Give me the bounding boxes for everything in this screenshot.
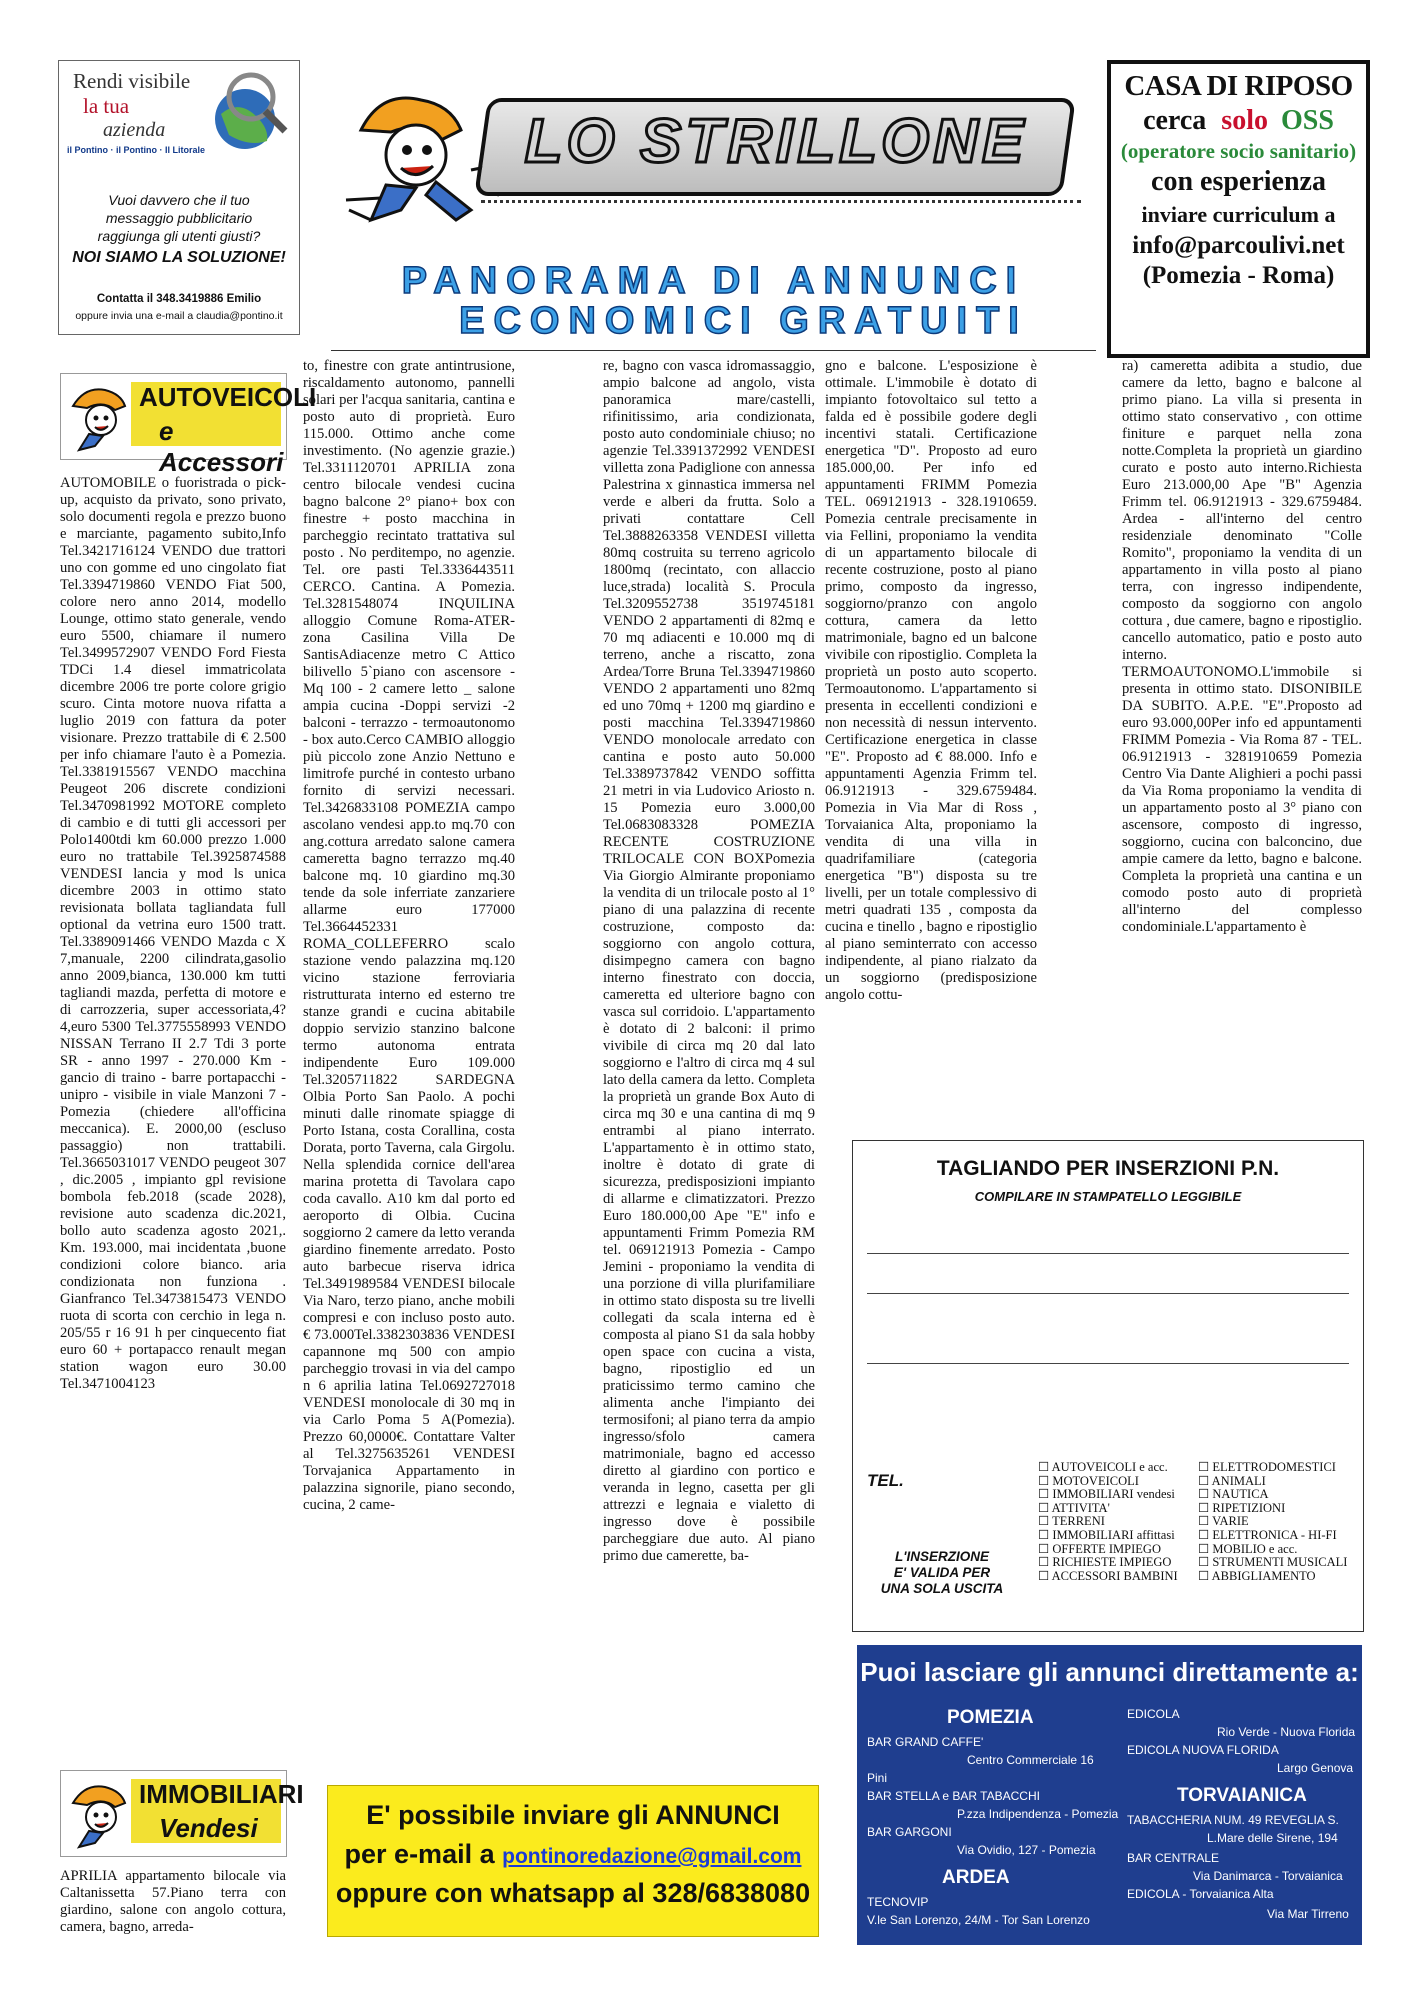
coupon-note-line-1: L'INSERZIONE xyxy=(895,1549,989,1564)
ad-casa-solo: solo xyxy=(1221,105,1268,136)
drop-off-locations xyxy=(857,1645,1362,1945)
ad-casa-oss-desc: (operatore socio sanitario) xyxy=(1120,139,1357,163)
section-immobiliari-title: IMMOBILIARI xyxy=(139,1779,304,1809)
column-5 xyxy=(1122,358,1362,1120)
coupon-categories-left xyxy=(1038,1461,1178,1583)
torvaianica-loc-2: BAR CENTRALE xyxy=(1127,1851,1220,1865)
column-1-immobiliari xyxy=(60,1868,286,1938)
ads-immobiliari-start: APRILIA appartamento bilocale via Caltanissetta 57.Piano terra con giardino, salone con angolo cottura, camera, bagno, arreda- xyxy=(60,1868,286,1935)
coupon-category[interactable]: ☐ ANIMALI xyxy=(1198,1473,1266,1488)
coupon-note-line-3: UNA SOLA USCITA xyxy=(880,1581,1004,1596)
yellow-ad-email-intro: per e-mail a xyxy=(344,1839,495,1869)
pomezia-loc-3-addr: P.zza Indipendenza - Pomezia xyxy=(957,1807,1119,1821)
section-autoveicoli-subtitle: e Accessori xyxy=(159,416,284,477)
pomezia-heading: POMEZIA xyxy=(947,1707,1034,1728)
coupon-category[interactable]: ☐ VARIE xyxy=(1198,1514,1249,1529)
coupon-category[interactable]: ☐ TERRENI xyxy=(1038,1514,1105,1529)
ads-column-4: gno e balcone. L'esposizione è ottimale. L'immobile è dotato di impianto fotovoltaico sul tetto a falda ed è possibile godere degli incentivi statali. Certificazione energetica "D". Proposto ad euro 185.000,00. Per info ed appuntamenti FRIMM Pomezia TEL. 069121913 - 328.1910659. Pomezia centrale precisamente in via Fellini, proponiamo la vendita di un appartamento bilocale di recente costruzione, posto al piano primo, composto da ingresso, soggiorno/pranzo con angolo cottura, camera da letto matrimoniale, bagno ed un balcone vivibile con ripostiglio. Completa la proprietà un posto auto scoperto. Termoautonomo. L'appartamento si presenta in eccellenti condizioni e non necessità di nessun intervento. Certificazione energetica in classe "E". Proposto ad € 88.000. Info e appuntamenti Agenzia Frimm tel. 06.9121913 - 329.6759484. Pomezia in Via Mar di Ross , Torvaianica Alta, proponiamo la vendita di una villa in quadrifamiliare (categoria energetica "B") disposta su tre livelli, per un totale complessivo di metri quadrati 135 , composta da cucina e tinello , bagno e ripostiglio al piano seminterrato con accesso indipendente, al piano rialzato da un soggiorno (predisposizione angolo cottu- xyxy=(825,358,1037,1003)
edicola-1: EDICOLA xyxy=(1127,1707,1180,1721)
torvaianica-loc-1: TABACCHERIA NUM. 49 REVEGLIA S. xyxy=(1127,1813,1339,1827)
coupon-category[interactable]: ☐ IMMOBILIARI affittasi xyxy=(1038,1527,1175,1542)
masthead-subtitle-2: ECONOMICI GRATUITI xyxy=(459,300,1028,342)
coupon-category[interactable]: ☐ MOTOVEICOLI xyxy=(1038,1473,1139,1488)
ad-casa-oss: OSS xyxy=(1280,105,1334,136)
coupon-category[interactable]: ☐ RIPETIZIONI xyxy=(1198,1500,1286,1515)
column-2 xyxy=(303,358,515,1790)
coupon-note xyxy=(867,1549,1017,1597)
coupon-line[interactable] xyxy=(867,1363,1349,1364)
ardea-loc-1: TECNOVIP xyxy=(867,1895,929,1909)
masthead-scribbles xyxy=(481,200,1081,219)
drop-off-title: Puoi lasciare gli annunci direttamente a: xyxy=(860,1657,1359,1687)
torvaianica-loc-3: EDICOLA - Torvaianica Alta xyxy=(1127,1887,1274,1901)
ardea-loc-1-addr: V.le San Lorenzo, 24/M - Tor San Lorenzo xyxy=(867,1913,1090,1927)
coupon-note-line-2: E' VALIDA PER xyxy=(893,1565,991,1580)
edicola-2-addr: Largo Genova xyxy=(1277,1761,1354,1775)
ad-line-2: la tua xyxy=(83,94,130,118)
coupon-category[interactable]: ☐ OFFERTE IMPIEGO xyxy=(1038,1541,1161,1556)
header-rule xyxy=(331,350,1096,351)
masthead-logo: LO STRILLONE xyxy=(524,107,1028,176)
coupon-category[interactable]: ☐ ABBIGLIAMENTO xyxy=(1198,1568,1316,1583)
column-3 xyxy=(603,358,815,1926)
ardea-heading: ARDEA xyxy=(942,1867,1010,1888)
pomezia-loc-2: Pini xyxy=(867,1771,888,1785)
section-autoveicoli-title: AUTOVEICOLI xyxy=(139,382,317,412)
pomezia-loc-1: BAR GRAND CAFFE' xyxy=(867,1735,984,1749)
ad-contact-email: oppure invia una e-mail a claudia@pontino.it xyxy=(75,310,283,322)
ad-casa-di-riposo xyxy=(1107,60,1370,358)
coupon-tel-label: TEL. xyxy=(867,1471,904,1490)
ad-answer: NOI SIAMO LA SOLUZIONE! xyxy=(72,249,286,266)
pomezia-loc-1-addr: Centro Commerciale 16 xyxy=(967,1753,1094,1767)
ad-question: Vuoi davvero che il tuo messaggio pubblicitario raggiunga gli utenti giusti? xyxy=(97,192,261,244)
masthead-subtitle-1: PANORAMA DI ANNUNCI xyxy=(401,260,1026,302)
ad-line-1: Rendi visibile xyxy=(73,69,191,93)
coupon-category[interactable]: ☐ ACCESSORI BAMBINI xyxy=(1038,1568,1178,1583)
torvaianica-loc-2-addr: Via Danimarca - Torvaianica xyxy=(1193,1869,1343,1883)
column-1-autoveicoli xyxy=(60,475,286,1765)
ads-column-3: re, bagno con vasca idromassaggio, ampio balcone ad angolo, vista panoramica mare/castelli, rifinitissimo, aria condizionata, posto auto condominiale chiuso; no agenzie Tel.3391372992 VENDESI villetta zona Padiglione con annessa Palestrina x ginnastica immersa nel verde e alberi da frutta. Solo a privati contattare Cell Tel.3888263358 VENDESI villetta 80mq costruita su terreno agricolo 1800mq (recintato, con allaccio luce,strada) località S. Procula Tel.3209552738 3519745181 VENDO 2 appartamenti di 82mq e 70 mq adiacenti e 10.000 mq di terreno, anche a riscatto, zona Ardea/Torre Bruna Tel.3394719860 VENDO 2 appartamenti uno 82mq ed uno 70mq + 1200 mq giardino e posti macchina Tel.3394719860 VENDO monolocale arredato con cantina e posto auto 50.000 Tel.3389737842 VENDO soffitta 21 metri in via Ludovico Ariosto n. 15 Pomezia euro 3.000,00 Tel.0683083328 POMEZIA RECENTE COSTRUZIONE TRILOCALE CON BOXPomezia Via Giorgio Almirante proponiamo la vendita di un trilocale posto al 1° piano di una palazzina di recente costruzione, composto da: soggiorno con angolo cottura, disimpegno camera con bagno interno finestrato con doccia, cameretta ed ulteriore bagno con vasca sul corridoio. L'appartamento è dotato di 2 balconi: il primo vivibile di circa mq 20 dal lato soggiorno e l'altro di circa mq 4 sul lato della camera da letto. Completa la proprietà un grande Box Auto di circa mq 30 e una cantina di mq 9 entrambi al piano interrato. L'appartamento è in ottimo stato, inoltre è dotato di grate di sicurezza, predisposizioni impianto di allarme e climatizzatori. Prezzo Euro 180.000,00 Ape "E" info e appuntamenti Frimm Pomezia RM tel. 069121913 Pomezia - Campo Jemini - proponiamo la vendita di una porzione di villa plurifamiliare in ottimo stato disposta su tre livelli collegati da scala interna ed è composta al piano S1 da sala hobby open space con cucina a vista, bagno, ripostiglio ed un praticissimo termo camino che alimenta anche l'impianto dei termosifoni; al piano terra da ampio ingresso/sfolo camera matrimoniale, bagno ed accesso diretto al giardino con portico e veranda in legno, casetta per gli attrezzi e legnaia e vialetto di ingresso dove è possibile parcheggiare due auto. Al piano primo due camerette, ba- xyxy=(603,358,815,1564)
pomezia-loc-4-addr: Via Ovidio, 127 - Pomezia xyxy=(957,1843,1096,1857)
coupon-category[interactable]: ☐ AUTOVEICOLI e acc. xyxy=(1038,1460,1168,1474)
ad-visibility xyxy=(58,60,300,335)
section-mascot-icon xyxy=(65,1777,137,1849)
ad-casa-email: info@parcoulivi.net xyxy=(1132,232,1345,259)
column-4 xyxy=(825,358,1037,1120)
coupon-subtitle: COMPILARE IN STAMPATELLO LEGGIBILE xyxy=(974,1189,1242,1204)
coupon-category[interactable]: ☐ ATTIVITA' xyxy=(1038,1500,1110,1515)
ad-casa-cerca-word: cerca xyxy=(1143,105,1207,136)
coupon-category[interactable]: ☐ IMMOBILIARI vendesi xyxy=(1038,1487,1175,1502)
torvaianica-loc-3-addr: Via Mar Tirreno xyxy=(1267,1907,1349,1921)
edicola-2: EDICOLA NUOVA FLORIDA xyxy=(1127,1743,1279,1757)
ad-contact-phone: Contatta il 348.3419886 Emilio xyxy=(96,293,262,305)
ad-casa-title: CASA DI RIPOSO xyxy=(1124,70,1353,102)
coupon-category[interactable]: ☐ MOBILIO e acc. xyxy=(1198,1541,1298,1556)
coupon-category[interactable]: ☐ ELETTRODOMESTICI xyxy=(1198,1460,1336,1474)
yellow-ad-line-1: E' possibile inviare gli ANNUNCI xyxy=(366,1800,780,1830)
coupon-category[interactable]: ☐ ELETTRONICA - HI-FI xyxy=(1198,1527,1337,1542)
yellow-ad-email-link[interactable]: pontinoredazione@gmail.com xyxy=(502,1845,802,1868)
ad-casa-location: (Pomezia - Roma) xyxy=(1142,262,1335,289)
section-immobiliari xyxy=(60,1770,304,1857)
insertion-coupon xyxy=(852,1140,1364,1632)
edicola-1-addr: Rio Verde - Nuova Florida xyxy=(1217,1725,1356,1739)
yellow-ad-line-2 xyxy=(328,1839,818,1870)
yellow-ad-line-3: oppure con whatsapp al 328/6838080 xyxy=(335,1878,811,1908)
pomezia-loc-3: BAR STELLA e BAR TABACCHI xyxy=(867,1789,1040,1803)
coupon-title: TAGLIANDO PER INSERZIONI P.N. xyxy=(936,1157,1280,1180)
ad-logos: il Pontino · il Pontino · Il Litorale xyxy=(67,145,205,155)
pomezia-loc-4: BAR GARGONI xyxy=(867,1825,952,1839)
ad-line-3: azienda xyxy=(103,119,166,141)
section-autoveicoli xyxy=(60,373,317,477)
torvaianica-heading: TORVAIANICA xyxy=(1177,1785,1307,1806)
ads-autoveicoli: AUTOMOBILE o fuoristrada o pick-up, acquisto da privato, sono privato, solo documenti regola e prezzo buono e marciante, pagamento subito,Info Tel.3421716124 VENDO due trattori uno con gomme ed uno cingolato fiat Tel.3394719860 VENDO Fiat 500, colore nero anno 2014, modello Lounge, ottimo stato generale, vendo euro 5500, chiamare il numero Tel.3499572907 VENDO Ford Fiesta TDCi 1.4 diesel immatricolata dicembre 2006 tre porte colore grigio scuro. Cinta motore nuova rifatta a luglio 2019 con fattura da poter visionare. Prezzo trattabile di € 2.500 per info chiamare l'auto è a Pomezia. Tel.3381915567 VENDO macchina Peugeot 206 discrete condizioni Tel.3470981992 MOTORE completo di cambio e di tutti gli accessori per Polo1400tdi km 60.000 prezzo 1.000 euro no trattabile Tel.3925874588 VENDESI lancia y mod ls unica dicembre 2003 in ottimo stato revisionata bollata tagliandata full optional da vetrina euro 1500 tratt. Tel.3389091466 VENDO Mazda c X 7,manuale, 2200 cilindrata,gasolio anno 2009,bianca, 130.000 km tutti tagliandi mazda, perfetta di motore e di carrozzeria, super accessoriata,4?4,euro 5300 Tel.3775558993 VENDO NISSAN Terrano II 2.7 Tdi 3 porte SR - anno 1997 - 270.000 Km - gancio di traino - barre portapacchi - unipro - visibile in viale Manzoni 7 - Pomezia (chiedere all'officina meccanica). E. 2000,00 (escluso passaggio) non trattabili. Tel.3665031017 VENDO peugeot 307 , dic.2005 , impianto gpl revisione bombola feb.2018 (scade 2028), revisione auto scadenza dic.2021, bollo auto scadenza agosto 2021,. Km. 193.000, mai incidentata ,buone condizioni colore bianco. aria condizionata non funziona . Gianfranco Tel.3473815473 VENDO ruota di scorta con cerchio in lega n. 205/55 r 16 91 h per cinquecento fiat euro 60 + portapacco renault megan station wagon euro 30.00 Tel.3471004123 xyxy=(60,475,286,1392)
ad-casa-inviare: inviare curriculum a xyxy=(1141,202,1336,227)
coupon-line[interactable] xyxy=(867,1253,1349,1254)
coupon-category[interactable]: ☐ STRUMENTI MUSICALI xyxy=(1198,1555,1348,1570)
torvaianica-loc-1-addr: L.Mare delle Sirene, 194 xyxy=(1207,1831,1338,1845)
section-immobiliari-subtitle: Vendesi xyxy=(159,1813,258,1843)
yellow-email-ad xyxy=(327,1785,819,1937)
coupon-line[interactable] xyxy=(867,1293,1349,1294)
magnifier-globe-icon xyxy=(209,69,291,159)
strillone-mascot-icon xyxy=(341,70,501,230)
coupon-category[interactable]: ☐ NAUTICA xyxy=(1198,1487,1269,1502)
ads-column-2: to, finestre con grate antintrusione, riscaldamento autonomo, pannelli solari per l'acqua sanitaria, cantina e posto auto di proprietà. Euro 115.000. Ottimo anche come investimento. (No agenzie grazie.) Tel.3311120701 APRILIA zona centro bilocale vendesi cucina bagno balcone 2° piano+ box con finestre + posto macchina in parcheggio recintato trattativa sul posto . No perditempo, no agenzie. Tel. ore pasti Tel.3336443511 CERCO. Cantina. A Pomezia. Tel.3281548074 INQUILINA alloggio Comune Roma-ATER- zona Casilina Villa De SantisAdiacenze metro C Attico bilivello 5`piano con ascensore - Mq 100 - 2 camere letto _ salone ampia cucina -Doppi servizi -2 balconi - terrazzo - termoautonomo - box auto.Cerco CAMBIO alloggio più piccolo zone Anzio Nettuno e limitrofe purché in contesto urbano fornito di servizi necessari. Tel.3426833108 POMEZIA campo ascolano vendesi app.to mq.70 con ang.cottura arredato salone camera cameretta bagno terrazzo mq.40 balcone mq. 10 giardino mq.30 tende da sole inferriate zanzariere allarme euro 177000 Tel.3664452331 ROMA_COLLEFERRO scalo stazione vendo palazzina mq.120 vicino stazione ferroviaria ristrutturata interno ed esterno tre stanze grandi e cucina abitabile doppio servizio stanzino balcone termo autonoma entrata indipendente Euro 109.000 Tel.3205711822 SARDEGNA Olbia Porto San Paolo. A pochi minuti dalle rinomate spiagge di Porto Istana, costa Corallina, costa Dorata, porto Taverna, cala Girgolu. Nella splendida cornice dell'area marina protetta di Tavolara capo coda cavallo. A10 km dal porto ed aeroporto di Olbia. Cucina soggiorno 2 camere da letto veranda giardino finemente arredato. Posto auto barbecue riserva idrica Tel.3491989584 VENDESI bilocale Via Naro, terzo piano, anche mobili compresi e con incluso posto auto. € 73.000Tel.3382303836 VENDESI capannone mq 500 con ampio parcheggio trovasi in via del campo n 6 aprilia latina Tel.0692727018 VENDESI monolocale di 30 mq in via Carlo Poma 5 A(Pomezia). Prezzo 60,0000€. Contattare Valter al Tel.3275635261 VENDESI Torvajanica Appartamento in palazzina signorile, piano secondo, cucina, 2 came- xyxy=(303,358,515,1513)
coupon-category[interactable]: ☐ RICHIESTE IMPIEGO xyxy=(1038,1555,1172,1570)
ads-column-5: ra) cameretta adibita a studio, due camere da letto, bagno e balcone al primo piano. La villa si presenta in ottimo stato conservativo , con ottime finiture e parquet nella zona notte.Completa la proprietà un giardino curato e posto auto interno.Richiesta Euro 213.000,00 Ape "B" Agenzia Frimm tel. 06.9121913 - 329.6759484. Ardea - all'interno del centro residenziale denominato "Colle Romito", proponiamo la vendita di un appartamento in villa posto al piano terra, con ingresso indipendente, composto da soggiorno con angolo cottura , due camere, bagno e ripostiglio. cancello automatico, patio e posto auto interno. TERMOAUTONOMO.L'immobile si presenta in ottimo stato. DISONIBILE DA SUBITO. A.P.E. "E".Proposto ad euro 93.000,00Per info ed appuntamenti FRIMM Pomezia - Via Roma 87 - TEL. 06.9121913 - 3281910659 Pomezia Centro Via Dante Alighieri a pochi passi da Via Roma proponiamo la vendita di un appartamento posto al 3° piano con ascensore, composto di ingresso, soggiorno, cucina con balconcino, due ampie camere da letto, bagno e balcone. Completa la proprietà una cantina e un comodo posto auto di proprietà all'interno del complesso condominiale.L'appartamento è xyxy=(1122,358,1362,935)
ad-casa-esperienza: con esperienza xyxy=(1151,166,1326,197)
section-mascot-icon xyxy=(65,380,137,452)
masthead xyxy=(331,60,1096,340)
coupon-categories-right xyxy=(1198,1461,1347,1583)
ad-casa-cerca xyxy=(1111,105,1366,137)
